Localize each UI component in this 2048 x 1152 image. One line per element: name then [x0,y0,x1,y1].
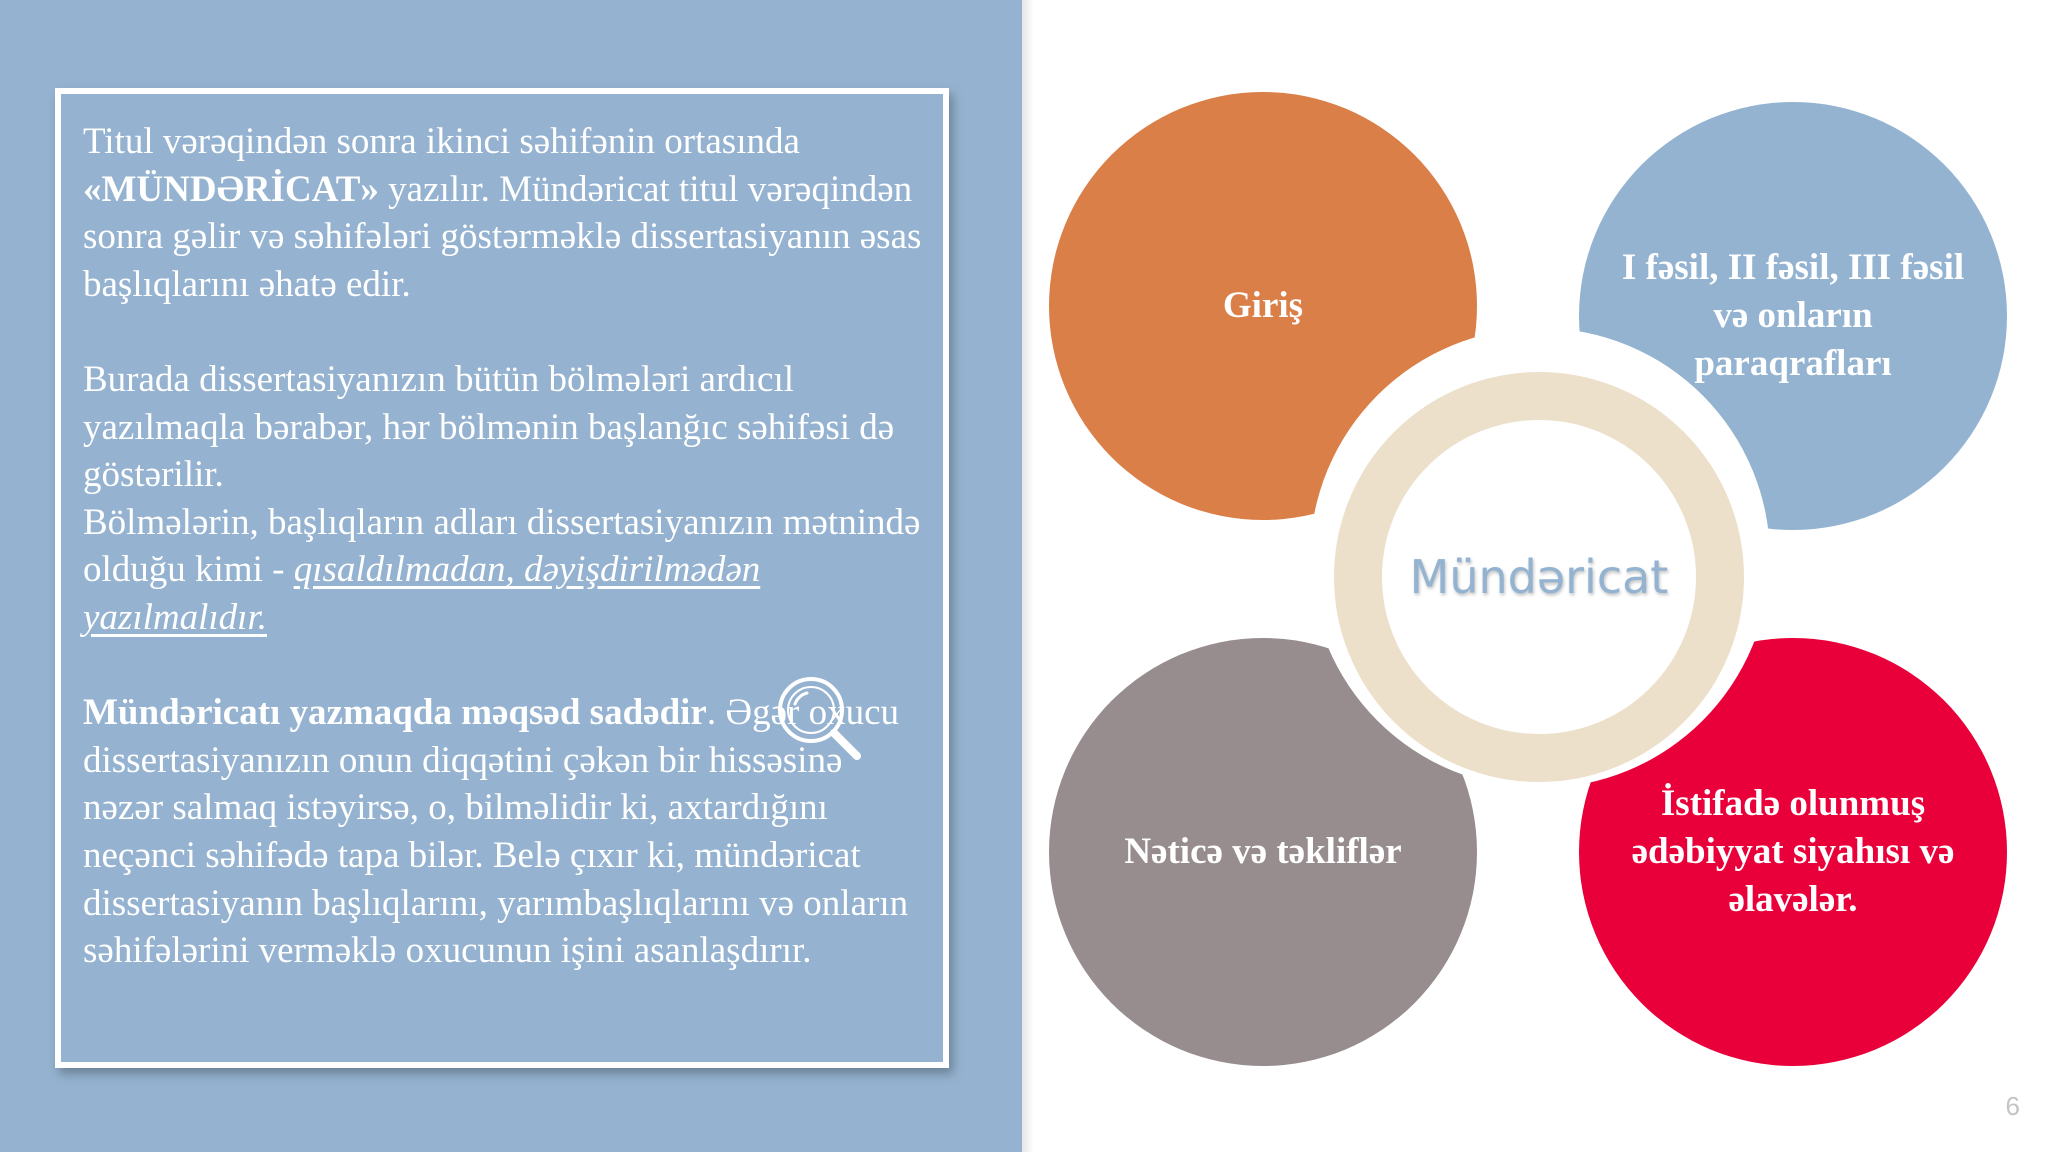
paragraph-3-text: Bölmələrin, başlıqların adları dissertasiyanızın mətnində olduğu kimi - [83,501,921,591]
bubble-intro-label: Giriş [1222,285,1304,326]
bubble-chapters-label: I fəsil, II fəsil, III fəsil və onların paraqrafları [1621,247,1965,384]
paragraph-1-text-a: Titul vərəqindən sonra ikinci səhifənin ortasında [83,121,800,162]
center-title: Mündəricat [1409,550,1669,604]
paragraph-1-text-b: yazılır. Mündəricat titul vərəqindən sonra gəlir və səhifələri göstərməklə dissertasiyanın əsas başlıqlarını əhatə edir. [83,168,922,305]
center-ring [1334,372,1744,782]
page-number: 6 [2005,1091,2020,1121]
paragraph-3-emphasis: qısaldılmadan, dəyişdirilmədən yazılmalıdır [83,549,761,638]
paragraph-1-bold: «MÜNDƏRİCAT» [83,168,379,210]
paragraph-4-text: . Əgər oxucu dissertasiyanızın onun diqqətini çəkən bir hissəsinə nəzər salmaq istəyirsə, o, bilməlidir ki, axtardığını neçənci səhifədə tapa bilər. Belə çıxır ki, mündəricat dissertasiyanın başlıqlarını, yarımbaşlıqlarını və onların səhifələrini verməklə oxucunun işini asanlaşdırır. [83,692,909,972]
paragraph-4-bold: Mündəricatı yazmaqda məqsəd sadədir [83,692,707,734]
paragraph-2: Burada dissertasiyanızın bütün bölmələri ardıcıl yazılmaqla bərabər, hər bölmənin başlanğıc səhifəsi də göstərilir. [83,358,895,496]
bubble-conclusion-label: Nəticə və təkliflər [1124,831,1402,872]
paragraph-3-period: . [257,596,267,638]
bubble-literature-label: İstifadə olunmuş ədəbiyyat siyahısı və əlavələr. [1631,783,1955,920]
